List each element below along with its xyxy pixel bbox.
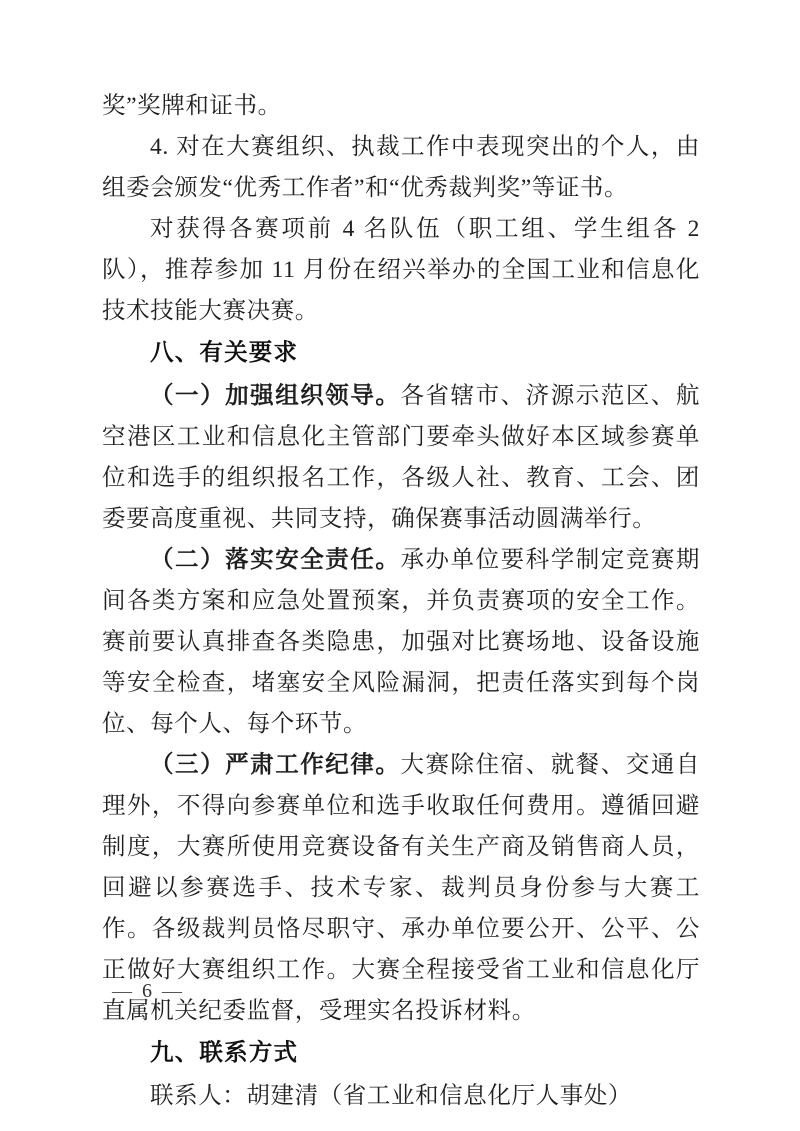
subsection-3-title: （三）严肃工作纪律。 [150, 752, 401, 778]
subsection-2-title: （二）落实安全责任。 [150, 547, 401, 573]
paragraph-continuation: 奖”奖牌和证书。 [102, 93, 282, 119]
page-number: 6 [142, 980, 155, 1002]
paragraph-recommendation: 对获得各赛项前 4 名队伍（职工组、学生组各 2 队），推荐参加 11 月份在绍兴举办的全国工业和信息化技术技能大赛决赛。 [102, 216, 700, 324]
subsection-1-body: 各省辖市、济源示范区、航空港区工业和信息化主管部门要牵头做好本区域参赛单位和选手的组织报名工作，各级人社、教育、工会、团委要高度重视、共同支持，确保赛事活动圆满举行。 [102, 383, 701, 532]
subsection-2 [102, 540, 700, 745]
subsection-1-title: （一）加强组织领导。 [150, 383, 401, 409]
section-heading-9: 九、联系方式 [150, 1039, 299, 1065]
contact-person-line: 联系人：胡建清（省工业和信息化厅人事处） [150, 1083, 632, 1109]
numbered-item-4: 4. 对在大赛组织、执裁工作中表现突出的个人，由组委会颁发“优秀工作者”和“优秀裁判奖”等证书。 [102, 134, 700, 201]
page-number-footer [112, 978, 292, 1004]
document-text-column [102, 86, 700, 1117]
subsection-2-body: 承办单位要科学制定竞赛期间各类方案和应急处置预案，并负责赛项的安全工作。赛前要认真排查各类隐患，加强对比赛场地、设备设施等安全检查，堵塞安全风险漏洞，把责任落实到每个岗位、每个人、每个环节。 [102, 547, 701, 737]
footer-dash-left: — [112, 980, 135, 1002]
section-heading-8: 八、有关要求 [150, 339, 299, 365]
subsection-3-body: 大赛除住宿、就餐、交通自理外，不得向参赛单位和选手收取任何费用。遵循回避制度，大赛所使用竞赛设备有关生产商及销售商人员，回避以参赛选手、技术专家、裁判员身份参与大赛工作。各级裁判员恪尽职守、承办单位要公开、公平、公正做好大赛组织工作。大赛全程接受省工业和信息化厅直属机关纪委监督，受理实名投诉材料。 [102, 752, 701, 1024]
footer-dash-right: — [162, 980, 185, 1002]
subsection-1 [102, 376, 700, 540]
